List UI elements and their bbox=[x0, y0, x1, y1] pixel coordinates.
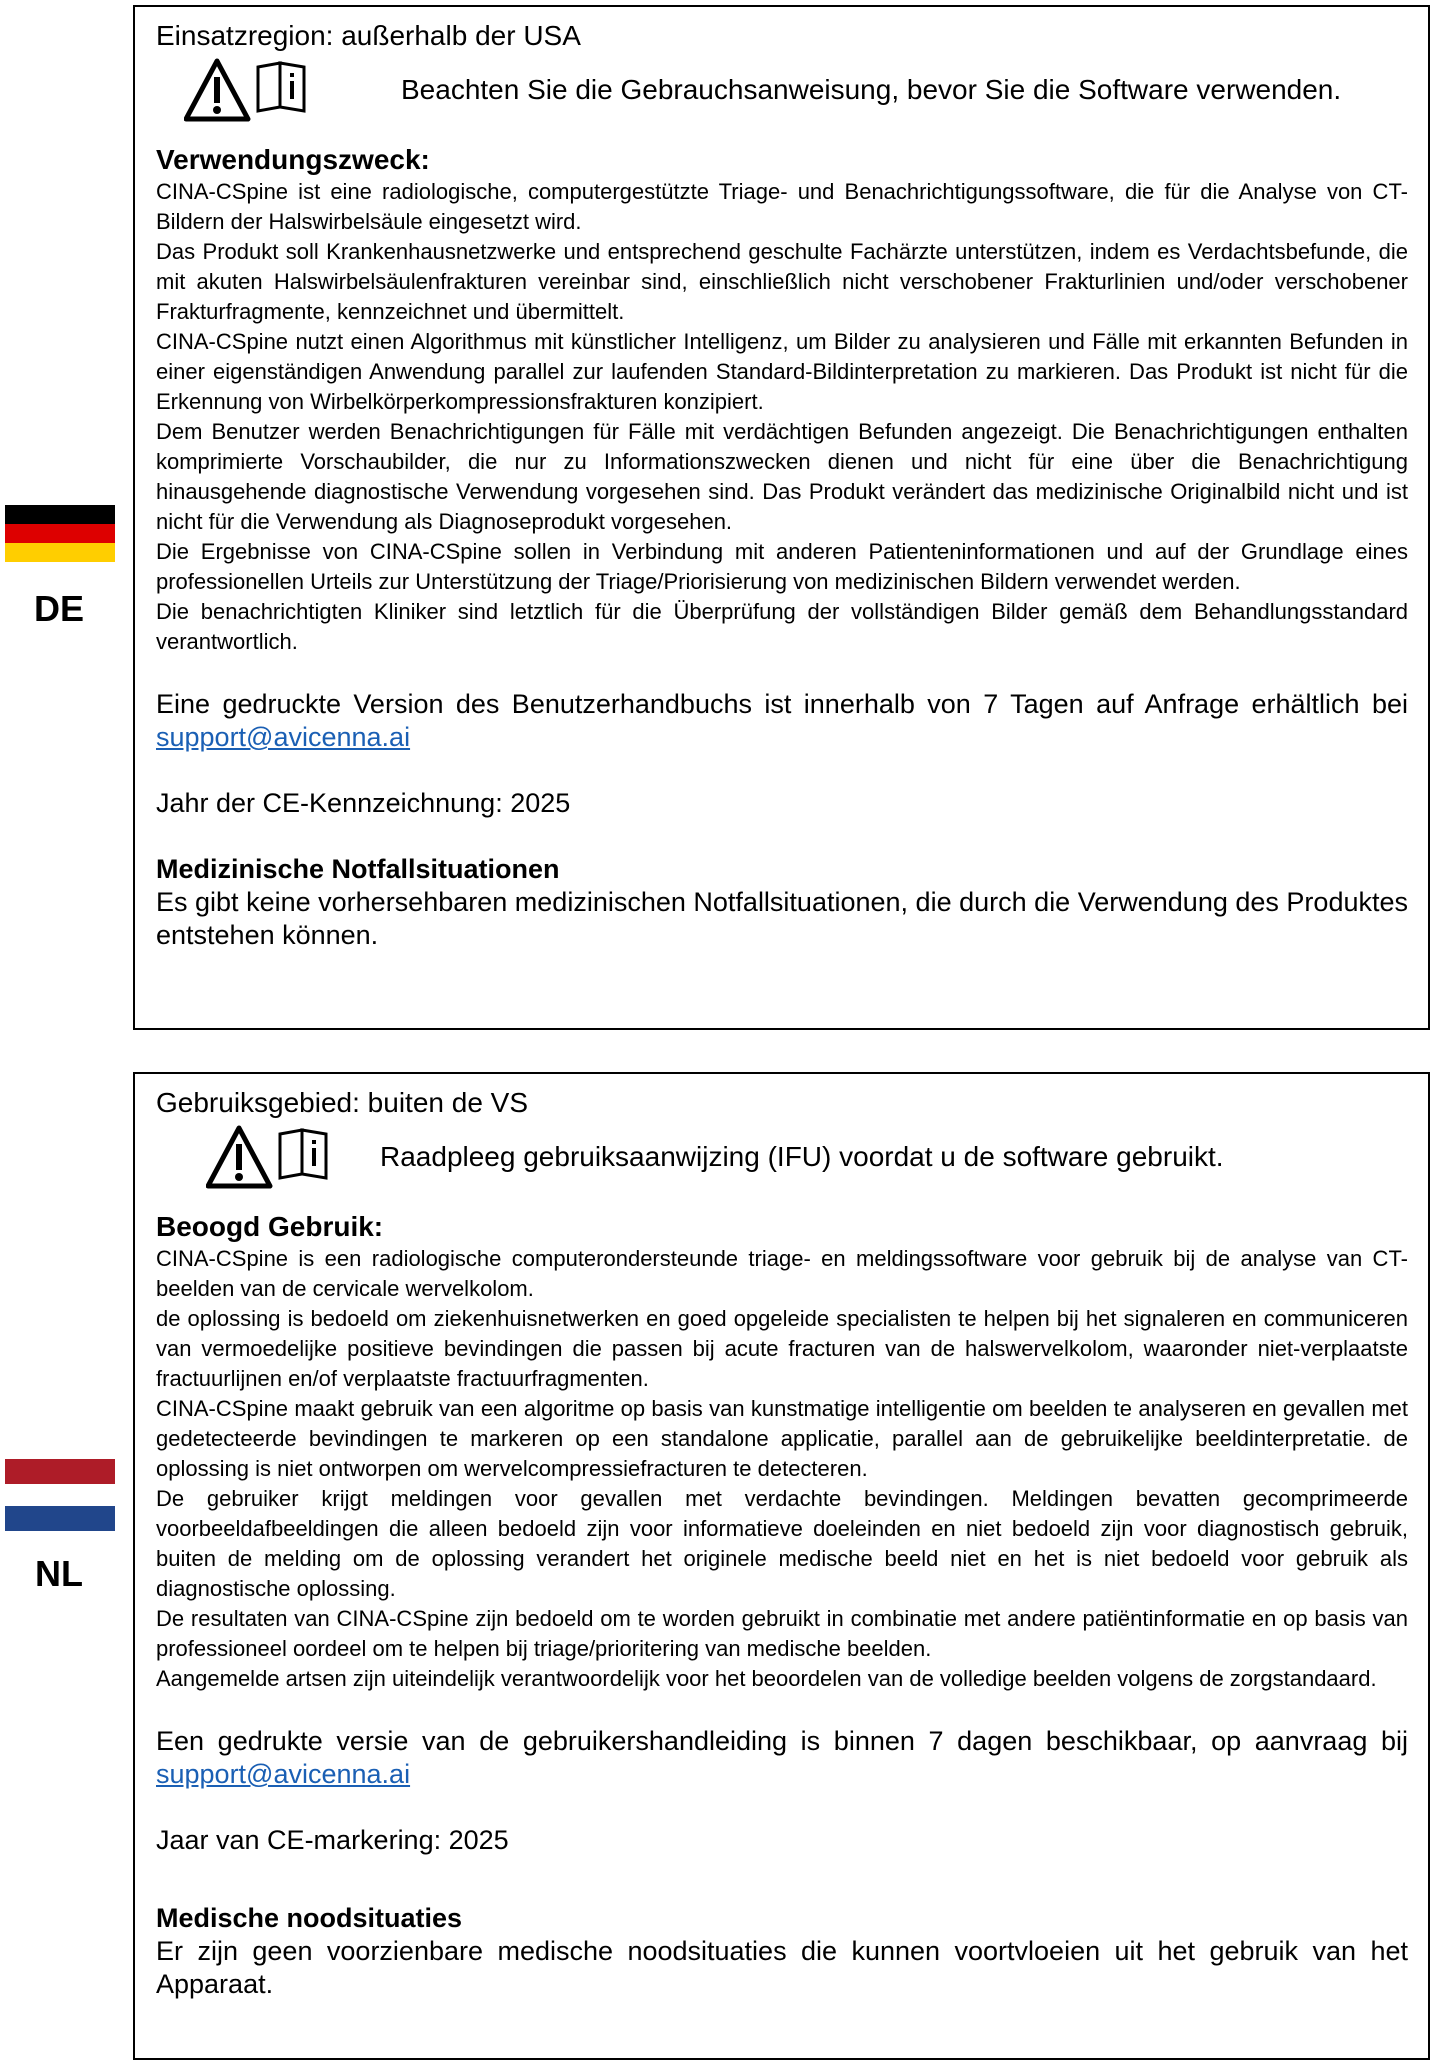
flag-stripe bbox=[5, 1459, 115, 1484]
printed-manual-note bbox=[156, 688, 1408, 754]
usage-region: Gebruiksgebied: buiten de VS bbox=[156, 1087, 529, 1118]
intended-use-paragraph: Das Produkt soll Krankenhausnetzwerke und entsprechend geschulte Fachärzte unterstützen, indem es Verdachtsbefunde, die mit akuten Halswirbelsäulenfrakturen vereinbar sind, einschließlich nicht verschobener Frakturlinien und/oder verschobener Frakturfragmente, kennzeichnet und übermittelt. bbox=[156, 239, 1408, 324]
printed-manual-note bbox=[156, 1725, 1408, 1791]
support-email-link[interactable]: support@avicenna.ai bbox=[156, 722, 411, 752]
ce-marking-year: Jaar van CE-markering: 2025 bbox=[156, 1825, 509, 1855]
caution-ifu-icon bbox=[184, 57, 314, 125]
flag-germany bbox=[5, 505, 115, 562]
intended-use-paragraph: CINA-CSpine ist eine radiologische, computergestützte Triage- und Benachrichtigungssoftware, die für die Analyse von CT-Bildern der Halswirbelsäule eingesetzt wird. bbox=[156, 179, 1408, 234]
language-label-de: DE bbox=[33, 588, 84, 629]
flag-stripe bbox=[5, 1506, 115, 1531]
ce-marking-year: Jahr der CE-Kennzeichnung: 2025 bbox=[156, 788, 571, 818]
emergency-heading: Medische noodsituaties bbox=[156, 1903, 463, 1933]
section-de bbox=[133, 5, 1430, 1030]
emergency-heading: Medizinische Notfallsituationen bbox=[156, 854, 560, 884]
intended-use-paragraph: De gebruiker krijgt meldingen voor gevallen met verdachte bevindingen. Meldingen bevatten gecomprimeerde voorbeeldafbeeldingen die alleen bedoeld zijn voor informatieve doeleinden en niet bedoeld zijn voor diagnostisch gebruik, buiten de melding om de oplossing verandert het originele medische beeld niet en het is niet bedoeld voor gebruik als diagnostische oplossing. bbox=[156, 1486, 1408, 1601]
intended-use-paragraph: De resultaten van CINA-CSpine zijn bedoeld om te worden gebruikt in combinatie met andere patiëntinformatie en op basis van professioneel oordeel om te helpen bij triage/prioritering van medische beelden. bbox=[156, 1606, 1408, 1661]
warning-text: Beachten Sie die Gebrauchsanweisung, bevor Sie die Software verwenden. bbox=[401, 74, 1342, 105]
intended-use-paragraph: CINA-CSpine nutzt einen Algorithmus mit künstlicher Intelligenz, um Bilder zu analysieren und Fälle mit erkannten Befunden in einer eigenständigen Anwendung parallel zur laufenden Standard-Bildinterpretation zu markieren. Das Produkt ist nicht für die Erkennung von Wirbelkörperkompressionsfrakturen konzipiert. bbox=[156, 329, 1408, 414]
language-label-nl: NL bbox=[35, 1553, 83, 1594]
intended-use-heading: Verwendungszweck: bbox=[156, 144, 430, 175]
intended-use-heading: Beoogd Gebruik: bbox=[156, 1211, 384, 1242]
usage-region: Einsatzregion: außerhalb der USA bbox=[156, 20, 581, 51]
flag-stripe bbox=[5, 1484, 115, 1506]
emergency-text: Es gibt keine vorhersehbaren medizinischen Notfallsituationen, die durch die Verwendung des Produktes entstehen können. bbox=[156, 887, 1408, 950]
emergency-text: Er zijn geen voorzienbare medische noodsituaties die kunnen voortvloeien uit het gebruik van het Apparaat. bbox=[156, 1936, 1408, 1999]
section-nl bbox=[133, 1072, 1430, 2060]
intended-use-paragraph: Aangemelde artsen zijn uiteindelijk verantwoordelijk voor het beoordelen van de volledige beelden volgens de zorgstandaard. bbox=[156, 1666, 1377, 1691]
flag-stripe bbox=[5, 505, 115, 524]
intended-use-paragraph: de oplossing is bedoeld om ziekenhuisnetwerken en goed opgeleide specialisten te helpen bij het signaleren en communiceren van vermoedelijke positieve bevindingen die passen bij acute fracturen van de halswervelkolom, waaronder niet-verplaatste fractuurlijnen en/of verplaatste fractuurfragmenten. bbox=[156, 1306, 1408, 1391]
printed-manual-text: Eine gedruckte Version des Benutzerhandbuchs ist innerhalb von 7 Tagen auf Anfrage erhältlich bei bbox=[156, 689, 1408, 719]
flag-stripe bbox=[5, 524, 115, 543]
flag-stripe bbox=[5, 543, 115, 562]
warning-row bbox=[156, 1120, 1408, 1200]
warning-row bbox=[156, 53, 1408, 133]
printed-manual-text: Een gedrukte versie van de gebruikershandleiding is binnen 7 dagen beschikbaar, op aanvraag bij bbox=[156, 1726, 1408, 1756]
intended-use-paragraph: Die Ergebnisse von CINA-CSpine sollen in Verbindung mit anderen Patienteninformationen und auf der Grundlage eines professionellen Urteils zur Unterstützung der Triage/Priorisierung von medizinischen Bildern verwendet werden. bbox=[156, 539, 1408, 594]
intended-use-paragraph: Dem Benutzer werden Benachrichtigungen für Fälle mit verdächtigen Befunden angezeigt. Die Benachrichtigungen enthalten komprimierte Vorschaubilder, die nur zu Informationszwecken dienen und nicht für eine über die Benachrichtigung hinausgehende diagnostische Verwendung vorgesehen sind. Das Produkt verändert das medizinische Originalbild nicht und ist nicht für die Verwendung als Diagnoseprodukt vorgesehen. bbox=[156, 419, 1408, 534]
flag-netherlands bbox=[5, 1459, 115, 1531]
intended-use-paragraph: CINA-CSpine maakt gebruik van een algoritme op basis van kunstmatige intelligentie om beelden te analyseren en gevallen met gedetecteerde bevindingen te markeren op een standalone applicatie, parallel aan de gebruikelijke beeldinterpretatie. de oplossing is niet ontworpen om wervelcompressiefracturen te detecteren. bbox=[156, 1396, 1408, 1481]
intended-use-paragraph: Die benachrichtigten Kliniker sind letztlich für die Überprüfung der vollständigen Bilder gemäß dem Behandlungsstandard verantwortlich. bbox=[156, 599, 1408, 654]
intended-use-paragraph: CINA-CSpine is een radiologische computerondersteunde triage- en meldingssoftware voor gebruik bij de analyse van CT-beelden van de cervicale wervelkolom. bbox=[156, 1246, 1408, 1301]
caution-ifu-icon bbox=[206, 1124, 336, 1192]
warning-text: Raadpleeg gebruiksaanwijzing (IFU) voordat u de software gebruikt. bbox=[380, 1141, 1224, 1172]
support-email-link[interactable]: support@avicenna.ai bbox=[156, 1759, 411, 1789]
